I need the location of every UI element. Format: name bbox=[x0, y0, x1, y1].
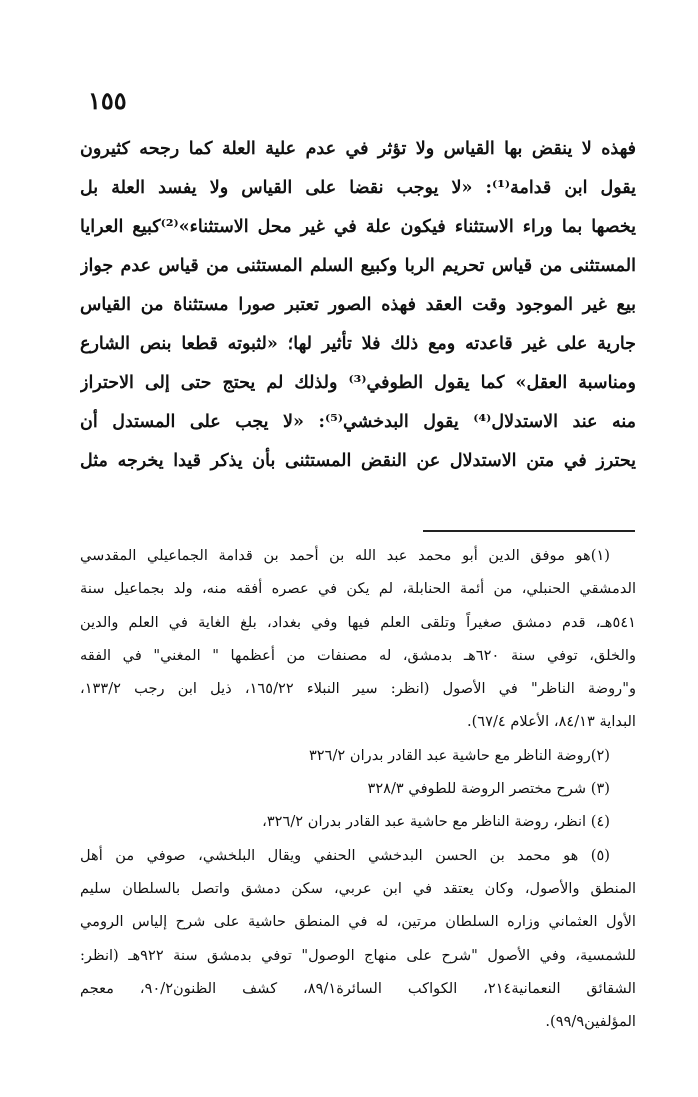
footnote-line: (٤) انظر، روضة الناظر مع حاشية عبد القادر بدران ٣٢٦/٢، bbox=[262, 813, 610, 831]
footnote-line: (٣) شرح مختصر الروضة للطوفي ٣٢٨/٣ bbox=[367, 780, 610, 798]
footnote-line: الأول العثماني وزاره السلطان مرتين، له في المنطق حاشية على شرح إلياس الرومي bbox=[80, 913, 636, 931]
footnote-line: و"روضة الناظر" في الأصول (انظر: سير النبلاء ١٦٥/٢٢، ذيل ابن رجب ١٣٣/٢، bbox=[80, 680, 636, 698]
footnote-line: للشمسية، وفي الأصول "شرح على منهاج الوصول" توفي بدمشق سنة ٩٢٢هـ (انظر: bbox=[80, 946, 636, 964]
text-line: منه عند الاستدلال⁽⁴⁾ يقول البدخشي⁽⁵⁾: «لا يجب على المستدل أن bbox=[80, 412, 636, 432]
footnote-line: الدمشقي الحنبلي، من أئمة الحنابلة، لم يكن في عصره أفقه منه، ولد بجماعيل سنة bbox=[80, 580, 636, 598]
text-line: ومناسبة العقل» كما يقول الطوفي⁽³⁾ ولذلك لم يحتج حتى إلى الاحتراز bbox=[80, 373, 636, 393]
page-number: ١٥٥ bbox=[88, 86, 127, 115]
footnote-separator bbox=[423, 530, 635, 532]
footnotes bbox=[80, 539, 636, 1038]
footnote-line: (٥) هو محمد بن الحسن البدخشي الحنفي ويقال البلخشي، صوفي من أهل bbox=[80, 846, 610, 864]
main-text bbox=[80, 130, 636, 481]
footnote-line: والخلق، توفي سنة ٦٢٠هـ بدمشق، له مصنفات من أعظمها " المغني" في الفقه bbox=[80, 646, 636, 664]
footnote-line: (٢)روضة الناظر مع حاشية عبد القادر بدران ٣٢٦/٢ bbox=[308, 746, 610, 764]
footnote-line: البداية ٨٤/١٣، الأعلام ٦٧/٤). bbox=[466, 713, 636, 731]
text-line: بيع غير الموجود وقت العقد فهذه الصور تعتبر صورا مستثناة من القياس bbox=[80, 295, 636, 315]
text-line: فهذه لا ينقض بها القياس ولا تؤثر في عدم علية العلة كما رجحه كثيرون bbox=[80, 139, 636, 159]
text-line: المستثنى من قياس تحريم الربا وكبيع السلم المستثنى من قياس عدم جواز bbox=[80, 256, 636, 276]
text-line: يخصها بما وراء الاستثناء فيكون علة في غير محل الاستثناء»⁽²⁾كبيع العرايا bbox=[80, 217, 636, 237]
text-line: يقول ابن قدامة⁽¹⁾: «لا يوجب نقضا على القياس ولا يفسد العلة بل bbox=[80, 178, 636, 198]
text-line: جارية على غير قاعدته ومع ذلك فلا تأثير لها؛ «لثبوته قطعا بنص الشارع bbox=[80, 334, 636, 354]
footnote-line: ٥٤١هـ، قدم دمشق صغيراً وتلقى العلم فيها وفي بغداد، بلغ الغاية في العلم والدين bbox=[80, 613, 636, 631]
footnote-line: المؤلفين٩٩/٩). bbox=[545, 1013, 636, 1031]
footnote-line: (١)هو موفق الدين أبو محمد عبد الله بن أحمد بن قدامة الجماعيلي المقدسي bbox=[80, 547, 610, 564]
footnote-line: المنطق والأصول، وكان يعتقد في ابن عربي، سكن دمشق واتصل بالسلطان سليم bbox=[80, 879, 636, 897]
footnote-line: الشقائق النعمانية٢١٤، الكواكب السائرة٨٩/١، كشف الظنون٩٠/٢، معجم bbox=[80, 979, 636, 997]
text-line: يحترز في متن الاستدلال عن النقض المستثنى بأن يذكر قيدا يخرجه مثل bbox=[80, 451, 636, 471]
